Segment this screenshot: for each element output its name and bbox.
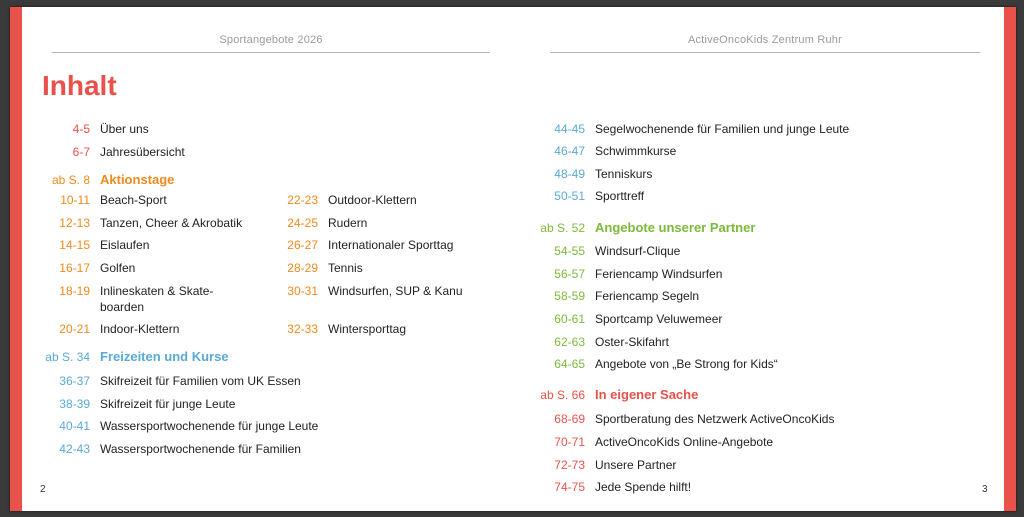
section-title: Freizeiten und Kurse — [100, 349, 229, 364]
toc-page-ref: 26-27 — [287, 238, 318, 252]
toc-label: Internationaler Sporttag — [328, 238, 454, 252]
toc-page-ref: 30-31 — [287, 284, 318, 298]
toc-label: Beach-Sport — [100, 193, 167, 207]
toc-entry — [42, 237, 149, 253]
header-rule-left — [52, 52, 490, 53]
toc-entry — [537, 188, 644, 204]
toc-label: Windsurfen, SUP & Kanu — [328, 284, 463, 298]
toc-entry — [270, 321, 406, 337]
toc-entry — [537, 334, 669, 350]
toc-entry — [537, 356, 778, 372]
toc-label: Tanzen, Cheer & Akrobatik — [100, 216, 243, 230]
toc-entry — [537, 266, 722, 282]
toc-entry — [42, 321, 179, 337]
toc-entry — [270, 192, 417, 208]
toc-label: Sporttreff — [595, 189, 645, 203]
toc-label: Unsere Partner — [595, 458, 677, 472]
toc-label: Sportberatung des Netzwerk ActiveOncoKids — [595, 412, 835, 426]
toc-label: Angebote von „Be Strong for Kids“ — [595, 357, 778, 371]
toc-entry — [42, 260, 135, 276]
toc-label: Golfen — [100, 261, 136, 275]
toc-label: Jahresübersicht — [100, 145, 185, 159]
section-ref: ab S. 66 — [540, 388, 585, 402]
toc-entry — [537, 434, 773, 450]
toc-page-ref: 18-19 — [59, 284, 90, 298]
toc-entry — [537, 166, 652, 182]
section-ref: ab S. 8 — [51, 173, 90, 187]
section-title: Aktionstage — [100, 172, 175, 187]
toc-page-ref: 12-13 — [59, 216, 90, 230]
toc-entry — [42, 121, 149, 137]
document-spread — [10, 7, 1016, 511]
toc-page-ref: 72-73 — [554, 458, 585, 472]
toc-label: Inlineskaten & Skate-boarden — [100, 284, 214, 314]
page-title: Inhalt — [42, 70, 117, 101]
toc-page-ref: 56-57 — [554, 267, 585, 281]
right-page — [515, 7, 1008, 511]
toc-page-ref: 22-23 — [287, 193, 318, 207]
toc-page-ref: 62-63 — [554, 335, 585, 349]
toc-entry — [42, 441, 301, 457]
toc-entry — [537, 143, 676, 159]
toc-page-ref: 54-55 — [554, 244, 585, 258]
section-heading-freizeiten — [42, 349, 229, 365]
toc-label: Oster-Skifahrt — [595, 335, 670, 349]
section-title: Angebote unserer Partner — [595, 220, 756, 235]
toc-entry — [270, 260, 363, 276]
toc-entry — [537, 311, 722, 327]
toc-entry — [537, 411, 834, 427]
toc-label: Tenniskurs — [595, 167, 653, 181]
toc-page-ref: 10-11 — [60, 193, 90, 207]
left-page — [22, 7, 515, 511]
toc-page-ref: 58-59 — [554, 289, 585, 303]
toc-page-ref: 46-47 — [554, 144, 585, 158]
toc-entry — [537, 479, 691, 495]
toc-entry — [537, 288, 699, 304]
section-title: In eigener Sache — [595, 387, 699, 402]
toc-page-ref: 6-7 — [72, 145, 90, 159]
toc-label: Segelwochenende für Familien und junge Leute — [595, 122, 850, 136]
toc-entry — [270, 283, 463, 299]
toc-page-ref: 24-25 — [287, 216, 318, 230]
toc-page-ref: 48-49 — [554, 167, 585, 181]
toc-page-ref: 28-29 — [287, 261, 318, 275]
section-ref: ab S. 52 — [540, 221, 585, 235]
toc-label: Wassersportwochenende für junge Leute — [100, 419, 319, 433]
toc-page-ref: 64-65 — [554, 357, 585, 371]
toc-page-ref: 42-43 — [59, 442, 90, 456]
toc-label: Sportcamp Veluwemeer — [595, 312, 723, 326]
toc-entry — [270, 215, 367, 231]
section-heading-eigene-sache — [537, 387, 698, 403]
toc-label: Feriencamp Segeln — [595, 289, 700, 303]
toc-entry — [42, 283, 220, 315]
toc-label: Skifreizeit für Familien vom UK Essen — [100, 374, 301, 388]
toc-entry — [42, 215, 242, 231]
toc-label: Wintersporttag — [328, 322, 407, 336]
toc-page-ref: 74-75 — [554, 480, 585, 494]
toc-page-ref: 70-71 — [554, 435, 585, 449]
page-number-right: 3 — [982, 484, 988, 495]
toc-page-ref: 36-37 — [59, 374, 90, 388]
toc-label: Indoor-Klettern — [100, 322, 180, 336]
header-rule-right — [550, 52, 980, 53]
section-heading-aktionstage — [42, 172, 174, 188]
toc-label: Über uns — [100, 122, 149, 136]
toc-page-ref: 20-21 — [59, 322, 90, 336]
toc-entry — [537, 457, 676, 473]
toc-label: Windsurf-Clique — [595, 244, 681, 258]
toc-page-ref: 68-69 — [554, 412, 585, 426]
toc-entry — [537, 243, 680, 259]
toc-label: Skifreizeit für junge Leute — [100, 397, 236, 411]
toc-page-ref: 4-5 — [72, 122, 90, 136]
section-ref: ab S. 34 — [45, 350, 90, 364]
toc-page-ref: 38-39 — [59, 397, 90, 411]
toc-entry — [42, 192, 167, 208]
toc-entry — [270, 237, 453, 253]
toc-entry — [42, 396, 235, 412]
toc-label: Rudern — [328, 216, 368, 230]
running-head-left: Sportangebote 2026 — [219, 34, 323, 46]
toc-page-ref: 50-51 — [554, 189, 585, 203]
toc-entry — [42, 373, 301, 389]
section-heading-partner — [537, 220, 755, 236]
page-number-left: 2 — [40, 484, 46, 495]
toc-label: Schwimmkurse — [595, 144, 677, 158]
toc-label: Feriencamp Windsurfen — [595, 267, 723, 281]
left-accent-bar — [10, 7, 22, 511]
toc-label: Wassersportwochenende für Familien — [100, 442, 301, 456]
toc-page-ref: 32-33 — [287, 322, 318, 336]
toc-label: ActiveOncoKids Online-Angebote — [595, 435, 774, 449]
running-head-right: ActiveOncoKids Zentrum Ruhr — [688, 34, 842, 46]
toc-entry — [537, 121, 849, 137]
toc-page-ref: 40-41 — [59, 419, 90, 433]
toc-page-ref: 16-17 — [59, 261, 90, 275]
toc-label: Outdoor-Klettern — [328, 193, 417, 207]
toc-label: Jede Spende hilft! — [595, 480, 692, 494]
toc-page-ref: 44-45 — [554, 122, 585, 136]
toc-entry — [42, 144, 185, 160]
toc-label: Tennis — [328, 261, 363, 275]
toc-page-ref: 60-61 — [554, 312, 585, 326]
toc-label: Eislaufen — [100, 238, 150, 252]
toc-entry — [42, 418, 318, 434]
toc-page-ref: 14-15 — [59, 238, 90, 252]
